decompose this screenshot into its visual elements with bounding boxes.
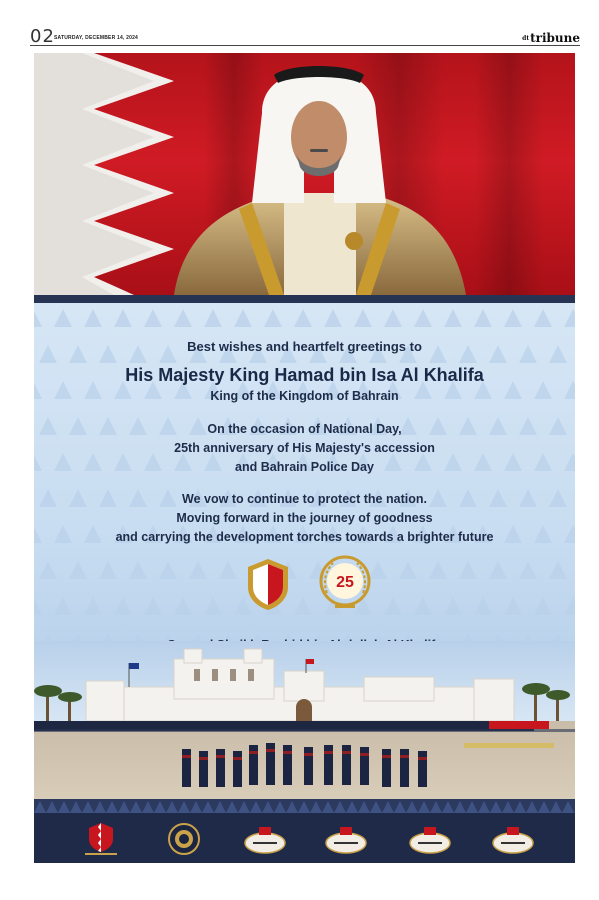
pattern-triangle	[54, 597, 72, 615]
masthead-prefix: dt	[522, 35, 530, 42]
pattern-triangle	[489, 561, 507, 579]
directorate-crest-logo-2[interactable]	[324, 821, 368, 857]
pattern-triangle	[384, 309, 402, 327]
page-header	[30, 26, 580, 46]
masthead-name: tribune	[530, 31, 580, 45]
greeting-message-panel	[34, 303, 575, 683]
pattern-triangle	[519, 561, 537, 579]
pattern-triangle	[84, 309, 102, 327]
national-day-advertisement	[34, 53, 575, 863]
pattern-triangle	[204, 309, 222, 327]
pattern-triangle	[114, 597, 132, 615]
pattern-triangle	[174, 309, 192, 327]
pattern-triangle	[474, 597, 492, 615]
pattern-triangle	[39, 561, 57, 579]
pattern-triangle	[144, 597, 162, 615]
greeting-line: Best wishes and heartfelt greetings to	[187, 339, 422, 354]
directorate-crest-logo-4[interactable]	[491, 821, 535, 857]
bahrain-flag-portrait-image	[34, 53, 575, 295]
pattern-triangle	[204, 597, 222, 615]
honoree-name: His Majesty King Hamad bin Isa Al Khalifa	[125, 365, 484, 385]
pattern-triangle	[444, 309, 462, 327]
pattern-triangle	[354, 309, 372, 327]
pattern-triangle	[414, 309, 432, 327]
hero-divider-band	[34, 295, 575, 303]
honoree-title: King of the Kingdom of Bahrain	[210, 389, 399, 403]
page-number: 02	[30, 26, 55, 47]
directorate-crest-logo-1[interactable]	[243, 821, 287, 857]
ministry-seal-logo[interactable]	[162, 821, 206, 857]
footer-zigzag-pattern	[34, 799, 575, 813]
occasion-line-2: 25th anniversary of His Majesty's accession	[174, 441, 435, 455]
pattern-triangle	[564, 309, 575, 327]
pattern-triangle	[54, 309, 72, 327]
pattern-triangle	[384, 597, 402, 615]
pattern-triangle	[294, 597, 312, 615]
pattern-triangle	[264, 309, 282, 327]
pattern-triangle	[504, 309, 522, 327]
pattern-triangle	[219, 561, 237, 579]
vow-line-1: We vow to continue to protect the nation.	[182, 492, 427, 506]
bahrain-crest-logo[interactable]	[79, 821, 123, 857]
pattern-triangle	[84, 597, 102, 615]
anniversary-number: 25	[336, 574, 354, 591]
pattern-triangle	[414, 597, 432, 615]
police-emblem-icon	[244, 557, 292, 611]
pattern-triangle	[534, 597, 552, 615]
pattern-triangle	[294, 309, 312, 327]
pattern-triangle	[534, 309, 552, 327]
pattern-triangle	[549, 561, 567, 579]
occasion-line-3: and Bahrain Police Day	[235, 460, 374, 474]
directorate-crest-logo-3[interactable]	[408, 821, 452, 857]
pattern-triangle	[69, 561, 87, 579]
pattern-triangle	[114, 309, 132, 327]
occasion-line-1: On the occasion of National Day,	[207, 422, 402, 436]
pattern-triangle	[34, 597, 42, 615]
police-parade-photo	[34, 641, 575, 799]
pattern-triangle	[429, 561, 447, 579]
masthead-logo[interactable]	[522, 31, 580, 45]
pattern-triangle	[324, 309, 342, 327]
pattern-triangle	[459, 561, 477, 579]
pattern-triangle	[99, 561, 117, 579]
pattern-triangle	[504, 597, 522, 615]
anniversary-25-badge-icon	[317, 553, 373, 613]
vow-line-3: and carrying the development torches towards a brighter future	[115, 530, 494, 544]
issue-date: SATURDAY, DECEMBER 14, 2024	[54, 35, 139, 41]
pattern-triangle	[444, 597, 462, 615]
pattern-triangle	[174, 597, 192, 615]
pattern-triangle	[189, 561, 207, 579]
pattern-triangle	[144, 309, 162, 327]
hero-portrait-banner	[34, 53, 575, 295]
pattern-triangle	[34, 309, 42, 327]
pattern-triangle	[234, 309, 252, 327]
fort-parade-image	[34, 641, 575, 799]
vow-line-2: Moving forward in the journey of goodness	[176, 511, 433, 525]
pattern-triangle	[129, 561, 147, 579]
footer-logo-strip	[34, 799, 575, 863]
header-rule	[30, 45, 580, 46]
pattern-triangle	[399, 561, 417, 579]
pattern-triangle	[159, 561, 177, 579]
pattern-triangle	[564, 597, 575, 615]
pattern-triangle	[474, 309, 492, 327]
